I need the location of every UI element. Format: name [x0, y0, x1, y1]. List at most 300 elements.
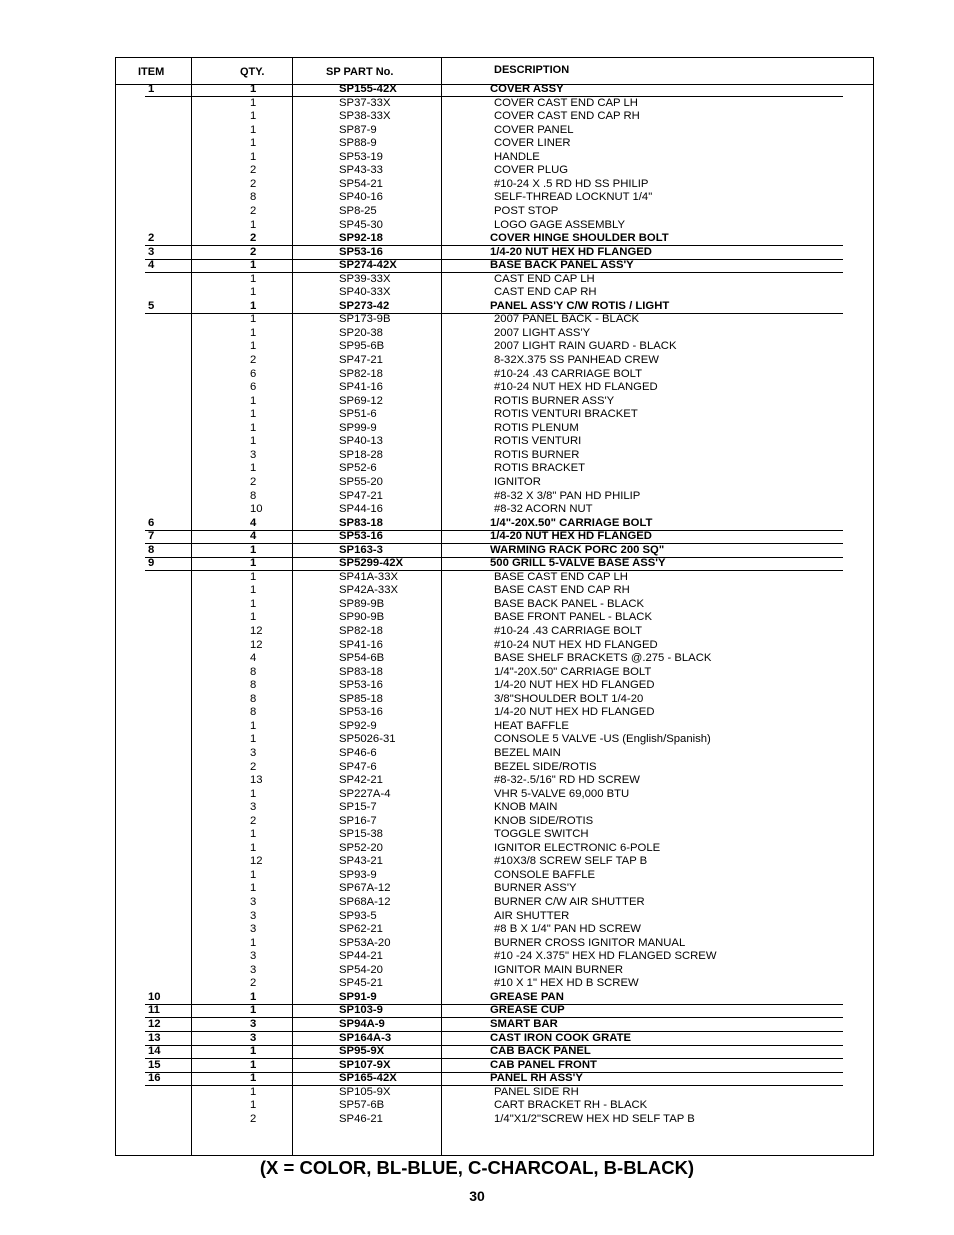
description: IGNITOR ELECTRONIC 6-POLE [494, 841, 661, 854]
part-number: SP69-12 [339, 394, 383, 407]
part-number: SP88-9 [339, 137, 377, 150]
description: #10 X 1" HEX HD B SCREW [494, 977, 639, 990]
quantity: 1 [250, 597, 257, 610]
description: BURNER CROSS IGNITOR MANUAL [494, 936, 686, 949]
description: 8-32X.375 SS PANHEAD CREW [494, 354, 659, 366]
quantity: 13 [250, 774, 263, 787]
quantity: 1 [250, 1099, 257, 1112]
quantity: 1 [250, 123, 257, 136]
parts-sub-row [0, 395, 954, 409]
item-number: 6 [148, 516, 155, 529]
description: SMART BAR [490, 1017, 558, 1030]
quantity: 2 [250, 232, 257, 245]
parts-sub-row [0, 910, 954, 924]
part-number: SP107-9X [339, 1058, 391, 1071]
part-number: SP8-25 [339, 204, 377, 217]
part-number: SP54-21 [339, 177, 383, 190]
parts-sub-row [0, 747, 954, 761]
description: 2007 LIGHT RAIN GUARD - BLACK [494, 340, 677, 353]
item-number: 9 [148, 557, 155, 570]
quantity: 2 [250, 1112, 257, 1125]
parts-sub-row [0, 205, 954, 219]
description: 2007 PANEL BACK - BLACK [494, 313, 640, 326]
parts-sub-row [0, 435, 954, 449]
quantity: 8 [250, 191, 257, 204]
parts-sub-row [0, 977, 954, 991]
description: 1/4-20 NUT HEX HD FLANGED [494, 706, 655, 719]
quantity: 1 [250, 611, 257, 624]
parts-main-row [0, 83, 954, 97]
description: COVER CAST END CAP RH [494, 110, 640, 123]
part-number: SP44-21 [339, 950, 383, 963]
part-number: SP40-16 [339, 191, 383, 204]
parts-sub-row [0, 137, 954, 151]
description: #8-32 X 3/8" PAN HD PHILIP [494, 489, 641, 502]
part-number: SP94A-9 [339, 1017, 385, 1030]
parts-main-row [0, 557, 954, 571]
part-number: SP82-18 [339, 625, 383, 637]
part-number: SP68A-12 [339, 896, 391, 908]
item-number: 13 [148, 1031, 161, 1044]
description: GREASE CUP [490, 1004, 565, 1017]
description: ROTIS BRACKET [494, 462, 586, 475]
quantity: 1 [250, 272, 257, 285]
quantity: 1 [250, 408, 257, 421]
parts-main-row [0, 1018, 954, 1032]
description: #10 -24 X.375" HEX HD FLANGED SCREW [494, 950, 717, 963]
quantity: 2 [250, 814, 257, 827]
description: POST STOP [494, 204, 559, 217]
description: #10-24 X .5 RD HD SS PHILIP [494, 177, 649, 190]
part-number: SP274-42X [339, 259, 397, 272]
description: CAST END CAP LH [494, 272, 595, 285]
description: COVER PANEL [494, 123, 574, 136]
quantity: 1 [250, 990, 257, 1003]
quantity: 1 [250, 218, 257, 231]
part-number: SP95-9X [339, 1045, 385, 1058]
quantity: 1 [250, 1004, 257, 1017]
parts-sub-row [0, 801, 954, 815]
quantity: 1 [250, 882, 257, 895]
description: BASE BACK PANEL - BLACK [494, 597, 645, 610]
parts-sub-row [0, 219, 954, 233]
parts-sub-row [0, 788, 954, 802]
description: BASE CAST END CAP LH [494, 570, 628, 583]
quantity: 12 [250, 855, 263, 868]
color-code-legend: (X = COLOR, BL-BLUE, C-CHARCOAL, B-BLACK) [259, 1157, 695, 1178]
description: ROTIS BURNER [494, 448, 580, 461]
description: #8 B X 1/4" PAN HD SCREW [494, 923, 641, 936]
item-number: 4 [148, 259, 155, 272]
part-number: SP99-9 [339, 421, 377, 434]
part-number: SP55-20 [339, 475, 383, 488]
description: CAB BACK PANEL [490, 1045, 591, 1058]
item-number: 3 [148, 245, 155, 258]
part-number: SP47-21 [339, 489, 383, 502]
part-number: SP52-20 [339, 841, 383, 854]
parts-sub-row [0, 761, 954, 775]
description: CONSOLE BAFFLE [494, 868, 596, 881]
description: CAST IRON COOK GRATE [490, 1031, 632, 1044]
quantity: 2 [250, 354, 257, 366]
description: 3/8"SHOULDER BOLT 1/4-20 [494, 692, 644, 705]
part-number: SP89-9B [339, 597, 385, 610]
description: HANDLE [494, 150, 540, 163]
description: 2007 LIGHT ASS'Y [494, 326, 591, 339]
parts-main-row [0, 1004, 954, 1018]
quantity: 8 [250, 692, 257, 705]
part-number: SP95-6B [339, 340, 385, 353]
quantity: 1 [250, 421, 257, 434]
quantity: 1 [250, 313, 257, 326]
parts-sub-row [0, 896, 954, 910]
parts-main-row [0, 300, 954, 314]
parts-sub-row [0, 720, 954, 734]
description: #8-32 ACORN NUT [494, 503, 593, 516]
part-number: SP37-33X [339, 96, 391, 109]
description: IGNITOR [494, 475, 541, 488]
quantity: 2 [250, 977, 257, 990]
part-number: SP83-18 [339, 516, 383, 529]
quantity: 1 [250, 286, 257, 299]
part-number: SP53-16 [339, 530, 383, 543]
parts-sub-row [0, 503, 954, 517]
quantity: 1 [250, 1085, 257, 1098]
parts-sub-row [0, 327, 954, 341]
quantity: 2 [250, 204, 257, 217]
parts-sub-row [0, 666, 954, 680]
quantity: 1 [250, 394, 257, 407]
part-number: SP90-9B [339, 611, 385, 624]
parts-sub-row [0, 693, 954, 707]
parts-sub-row [0, 706, 954, 720]
part-number: SP53-16 [339, 706, 383, 719]
parts-main-row [0, 517, 954, 531]
part-number: SP5026-31 [339, 733, 396, 746]
description: BEZEL SIDE/ROTIS [494, 760, 597, 773]
item-number: 10 [148, 990, 161, 1003]
description: BASE FRONT PANEL - BLACK [494, 611, 652, 624]
quantity: 3 [250, 896, 257, 908]
part-number: SP41-16 [339, 638, 383, 651]
description: CONSOLE 5 VALVE -US (English/Spanish) [494, 733, 711, 746]
description: BEZEL MAIN [494, 746, 561, 759]
quantity: 1 [250, 557, 257, 570]
part-number: SP44-16 [339, 503, 383, 516]
part-number: SP163-3 [339, 543, 383, 556]
part-number: SP5299-42X [339, 557, 404, 570]
description: KNOB MAIN [494, 801, 558, 814]
description: PANEL RH ASS'Y [490, 1072, 583, 1085]
quantity: 1 [250, 868, 257, 881]
description: 1/4"X1/2"SCREW HEX HD SELF TAP B [494, 1112, 695, 1125]
part-number: SP18-28 [339, 448, 383, 461]
item-number: 14 [148, 1045, 161, 1058]
parts-sub-row [0, 652, 954, 666]
quantity: 3 [250, 746, 257, 759]
quantity: 1 [250, 733, 257, 746]
quantity: 1 [250, 1045, 257, 1058]
description: COVER PLUG [494, 164, 569, 177]
part-number: SP15-38 [339, 828, 383, 841]
item-number: 7 [148, 530, 155, 543]
quantity: 1 [250, 584, 257, 597]
quantity: 1 [250, 326, 257, 339]
part-number: SP173-9B [339, 313, 391, 326]
part-number: SP39-33X [339, 272, 391, 285]
parts-main-row [0, 1032, 954, 1046]
description: BASE CAST END CAP RH [494, 584, 630, 597]
quantity: 1 [250, 462, 257, 475]
quantity: 4 [250, 516, 257, 529]
part-number: SP164A-3 [339, 1031, 392, 1044]
description: PANEL ASS'Y C/W ROTIS / LIGHT [490, 299, 670, 312]
quantity: 1 [250, 83, 257, 95]
parts-sub-row [0, 774, 954, 788]
parts-sub-row [0, 679, 954, 693]
quantity: 3 [250, 801, 257, 814]
parts-sub-row [0, 1086, 954, 1100]
part-number: SP54-6B [339, 652, 385, 665]
part-number: SP165-42X [339, 1072, 397, 1085]
description: ROTIS PLENUM [494, 421, 579, 434]
part-number: SP105-9X [339, 1085, 391, 1098]
quantity: 1 [250, 719, 257, 732]
part-number: SP20-38 [339, 326, 383, 339]
description: COVER HINGE SHOULDER BOLT [490, 232, 669, 245]
parts-sub-row [0, 97, 954, 111]
part-number: SP46-6 [339, 746, 377, 759]
description: CAST END CAP RH [494, 286, 597, 299]
description: 1/4-20 NUT HEX HD FLANGED [490, 530, 652, 543]
parts-sub-row [0, 381, 954, 395]
part-number: SP53A-20 [339, 936, 391, 949]
part-number: SP57-6B [339, 1099, 385, 1112]
description: COVER CAST END CAP LH [494, 96, 638, 109]
description: ROTIS BURNER ASS'Y [494, 394, 615, 407]
part-number: SP41-16 [339, 381, 383, 394]
quantity: 3 [250, 950, 257, 963]
part-number: SP42-21 [339, 774, 383, 787]
description: CART BRACKET RH - BLACK [494, 1099, 648, 1112]
description: ROTIS VENTURI [494, 435, 582, 448]
parts-sub-row [0, 1099, 954, 1113]
description: #10-24 NUT HEX HD FLANGED [494, 381, 658, 394]
parts-sub-row [0, 1113, 954, 1127]
parts-sub-row [0, 923, 954, 937]
quantity: 1 [250, 1058, 257, 1071]
description: BURNER C/W AIR SHUTTER [494, 896, 645, 908]
parts-sub-row [0, 340, 954, 354]
description: 1/4-20 NUT HEX HD FLANGED [490, 245, 652, 258]
parts-main-row [0, 259, 954, 273]
part-number: SP155-42X [339, 83, 397, 95]
part-number: SP82-18 [339, 367, 383, 380]
part-number: SP43-33 [339, 164, 383, 177]
description: CAB PANEL FRONT [490, 1058, 597, 1071]
parts-main-row [0, 991, 954, 1005]
quantity: 3 [250, 923, 257, 936]
description: VHR 5-VALVE 69,000 BTU [494, 787, 630, 800]
item-number: 8 [148, 543, 155, 556]
description: IGNITOR MAIN BURNER [494, 963, 624, 976]
part-number: SP42A-33X [339, 584, 399, 597]
parts-sub-row [0, 178, 954, 192]
parts-sub-row [0, 408, 954, 422]
description: LOGO GAGE ASSEMBLY [494, 218, 626, 231]
part-number: SP47-21 [339, 354, 383, 366]
description: 500 GRILL 5-VALVE BASE ASS'Y [490, 557, 666, 570]
quantity: 8 [250, 665, 257, 678]
parts-sub-row [0, 286, 954, 300]
description: HEAT BAFFLE [494, 719, 569, 732]
quantity: 10 [250, 503, 263, 516]
parts-sub-row [0, 273, 954, 287]
part-number: SP83-18 [339, 665, 383, 678]
quantity: 2 [250, 475, 257, 488]
part-number: SP53-19 [339, 150, 383, 163]
quantity: 1 [250, 340, 257, 353]
parts-sub-row [0, 571, 954, 585]
quantity: 3 [250, 1031, 257, 1044]
parts-sub-row [0, 449, 954, 463]
parts-main-row [0, 1072, 954, 1086]
part-number: SP85-18 [339, 692, 383, 705]
header-part-number: SP PART No. [326, 66, 394, 78]
item-number: 5 [148, 299, 155, 312]
part-number: SP15-7 [339, 801, 377, 814]
quantity: 1 [250, 150, 257, 163]
quantity: 1 [250, 299, 257, 312]
parts-sub-row [0, 598, 954, 612]
quantity: 1 [250, 1072, 257, 1085]
description: COVER LINER [494, 137, 571, 150]
parts-sub-row [0, 490, 954, 504]
description: GREASE PAN [490, 990, 564, 1003]
parts-sub-row [0, 869, 954, 883]
description: 1/4-20 NUT HEX HD FLANGED [494, 679, 655, 692]
quantity: 1 [250, 137, 257, 150]
part-number: SP45-30 [339, 218, 383, 231]
parts-main-row [0, 232, 954, 246]
parts-sub-row [0, 124, 954, 138]
part-number: SP93-9 [339, 868, 377, 881]
header-item: ITEM [138, 66, 165, 78]
quantity: 2 [250, 164, 257, 177]
quantity: 1 [250, 543, 257, 556]
description: SELF-THREAD LOCKNUT 1/4" [494, 191, 653, 204]
item-number: 2 [148, 232, 155, 245]
parts-main-row [0, 1059, 954, 1073]
part-number: SP92-18 [339, 232, 383, 245]
parts-sub-row [0, 733, 954, 747]
quantity: 6 [250, 367, 257, 380]
quantity: 1 [250, 110, 257, 123]
quantity: 4 [250, 652, 257, 665]
parts-sub-row [0, 368, 954, 382]
description: TOGGLE SWITCH [494, 828, 589, 841]
quantity: 8 [250, 489, 257, 502]
item-number: 12 [148, 1017, 161, 1030]
parts-sub-row [0, 584, 954, 598]
part-number: SP67A-12 [339, 882, 391, 895]
part-number: SP103-9 [339, 1004, 383, 1017]
quantity: 3 [250, 963, 257, 976]
parts-main-row [0, 544, 954, 558]
quantity: 3 [250, 448, 257, 461]
parts-sub-row [0, 842, 954, 856]
quantity: 12 [250, 638, 263, 651]
description: ROTIS VENTURI BRACKET [494, 408, 638, 421]
part-number: SP52-6 [339, 462, 377, 475]
parts-sub-row [0, 313, 954, 327]
quantity: 1 [250, 936, 257, 949]
parts-sub-row [0, 815, 954, 829]
description: AIR SHUTTER [494, 909, 570, 922]
page-number: 30 [469, 1188, 485, 1204]
part-number: SP41A-33X [339, 570, 399, 583]
header-qty: QTY. [240, 66, 265, 78]
description: #8-32-.5/16" RD HD SCREW [494, 774, 640, 787]
quantity: 3 [250, 909, 257, 922]
description: 1/4"-20X.50" CARRIAGE BOLT [494, 665, 652, 678]
item-number: 15 [148, 1058, 161, 1071]
quantity: 6 [250, 381, 257, 394]
parts-sub-row [0, 422, 954, 436]
quantity: 3 [250, 1017, 257, 1030]
description: #10X3/8 SCREW SELF TAP B [494, 855, 648, 868]
parts-sub-row [0, 828, 954, 842]
description: BASE SHELF BRACKETS @.275 - BLACK [494, 652, 712, 665]
part-number: SP54-20 [339, 963, 383, 976]
parts-sub-row [0, 964, 954, 978]
parts-sub-row [0, 151, 954, 165]
quantity: 2 [250, 245, 257, 258]
part-number: SP53-16 [339, 245, 383, 258]
part-number: SP227A-4 [339, 787, 391, 800]
quantity: 1 [250, 828, 257, 841]
part-number: SP273-42 [339, 299, 390, 312]
description: 1/4"-20X.50" CARRIAGE BOLT [490, 516, 653, 529]
quantity: 2 [250, 760, 257, 773]
parts-sub-row [0, 625, 954, 639]
description: #10-24 .43 CARRIAGE BOLT [494, 367, 642, 380]
parts-sub-row [0, 476, 954, 490]
part-number: SP40-13 [339, 435, 383, 448]
parts-main-row [0, 1045, 954, 1059]
part-number: SP53-16 [339, 679, 383, 692]
description: COVER ASSY [490, 83, 564, 95]
parts-sub-row [0, 354, 954, 368]
quantity: 1 [250, 96, 257, 109]
part-number: SP92-9 [339, 719, 377, 732]
part-number: SP47-6 [339, 760, 377, 773]
quantity: 1 [250, 787, 257, 800]
part-number: SP93-5 [339, 909, 377, 922]
parts-sub-row [0, 611, 954, 625]
parts-sub-row [0, 191, 954, 205]
part-number: SP43-21 [339, 855, 383, 868]
description: KNOB SIDE/ROTIS [494, 814, 594, 827]
parts-sub-row [0, 639, 954, 653]
part-number: SP91-9 [339, 990, 377, 1003]
description: WARMING RACK PORC 200 SQ" [490, 543, 665, 556]
part-number: SP62-21 [339, 923, 383, 936]
part-number: SP45-21 [339, 977, 383, 990]
quantity: 1 [250, 435, 257, 448]
item-number: 1 [148, 83, 155, 95]
quantity: 2 [250, 177, 257, 190]
